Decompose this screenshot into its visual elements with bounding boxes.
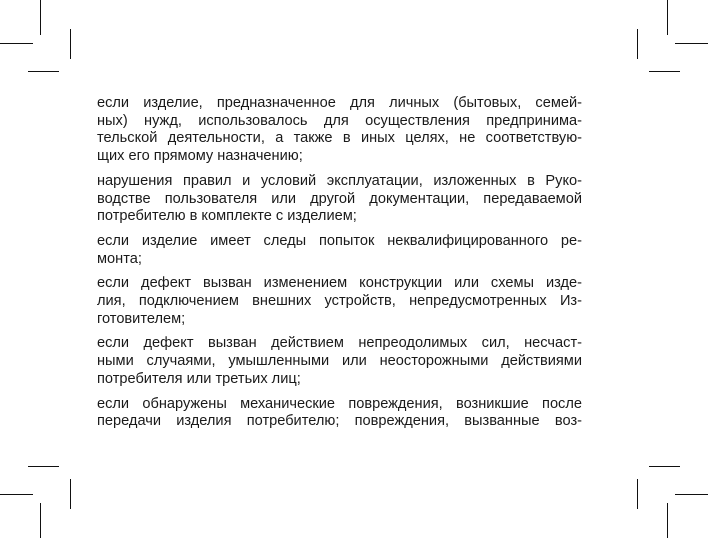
text-line: щих его прямому назначению; [97,148,303,165]
crop-mark [649,71,680,72]
text-line: если изделие, предназначенное для личных (бытовых, семей- [97,95,582,111]
crop-mark [675,43,708,44]
text-line: передачи изделия потребителю; повреждения, вызванные воз- [97,413,582,430]
crop-mark [70,29,71,59]
crop-mark [0,494,33,495]
text-line: если изделие имеет следы попыток неквалифицированного ре- [97,232,582,249]
paragraph [97,233,582,268]
crop-mark [637,479,638,509]
text-block [97,95,582,438]
paragraph [97,335,582,388]
crop-mark [70,479,71,509]
paragraph [97,275,582,328]
text-line: ными случаями, умышленными или неосторожными действиями [97,353,582,370]
crop-mark [28,466,59,467]
text-line: лия, подключением внешних устройств, непредусмотренных Из- [97,293,582,310]
paragraph [97,396,582,431]
paragraph [97,95,582,166]
text-line: потребителя или третьих лиц; [97,370,301,387]
crop-mark [675,494,708,495]
text-line: готовителем; [97,310,186,327]
text-line: если обнаружены механические повреждения, возникшие после [97,395,582,412]
text-line: водстве пользователя или другой документации, передаваемой [97,190,582,207]
paragraph [97,173,582,226]
text-line: ных) нужд, использовалось для осуществления предпринима- [97,112,582,129]
crop-mark [637,29,638,59]
text-line: тельской деятельности, а также в иных целях, не соответствую- [97,130,582,147]
crop-mark [649,466,680,467]
text-line: нарушения правил и условий эксплуатации, изложенных в Руко- [97,172,582,189]
text-line: потребителю в комплекте с изделием; [97,208,357,225]
text-line: если дефект вызван действием непреодолимых сил, несчаст- [97,335,582,352]
text-line: монта; [97,250,142,267]
crop-mark [40,0,41,35]
text-line: если дефект вызван изменением конструкции или схемы изде- [97,275,582,292]
crop-mark [40,503,41,538]
crop-mark [28,71,59,72]
crop-mark [0,43,33,44]
crop-mark [667,0,668,35]
crop-mark [667,503,668,538]
